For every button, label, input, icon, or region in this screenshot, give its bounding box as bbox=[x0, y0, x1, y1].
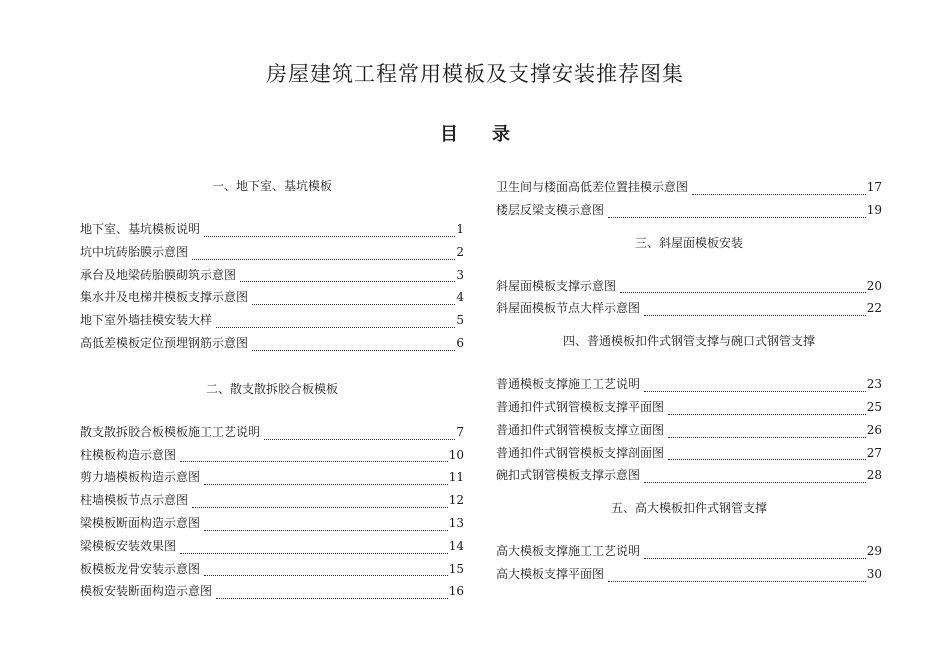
toc-right-column bbox=[496, 176, 882, 586]
toc-entry-page-number: 30 bbox=[866, 566, 882, 581]
toc-entry[interactable] bbox=[496, 563, 882, 586]
toc-entry[interactable] bbox=[80, 421, 464, 444]
toc-entry-page-number: 16 bbox=[448, 584, 464, 599]
toc-entry-label: 斜屋面模板支撑示意图 bbox=[496, 278, 617, 293]
dot-leader bbox=[668, 458, 866, 460]
section-heading: 三、斜屋面模板安装 bbox=[634, 235, 743, 250]
toc-entry-page-number: 17 bbox=[866, 180, 882, 194]
toc-entry-label: 承台及地梁砖胎膜砌筑示意图 bbox=[80, 267, 237, 282]
toc-entry-label: 地下室外墙挂模安装大样 bbox=[80, 313, 213, 328]
dot-leader bbox=[192, 506, 448, 508]
toc-entry-label: 集水井及电梯井模板支撑示意图 bbox=[80, 290, 249, 305]
dot-leader bbox=[644, 481, 866, 483]
dot-leader bbox=[252, 303, 455, 305]
toc-entry-page-number: 11 bbox=[448, 470, 464, 485]
toc-entry[interactable] bbox=[80, 218, 464, 241]
dot-leader bbox=[240, 280, 455, 282]
toc-entry-page-number: 26 bbox=[866, 422, 882, 437]
dot-leader bbox=[644, 314, 866, 316]
toc-entry-label: 柱模板构造示意图 bbox=[80, 447, 177, 462]
toc-entry-page-number: 14 bbox=[448, 538, 464, 553]
dot-leader bbox=[668, 413, 866, 415]
toc-entry-label: 普通模板支撑施工工艺说明 bbox=[496, 377, 641, 392]
toc-entry-label: 普通扣件式钢管模板支撑剖面图 bbox=[496, 445, 665, 460]
dot-leader bbox=[204, 529, 448, 531]
dot-leader bbox=[180, 552, 448, 554]
dot-leader bbox=[692, 193, 866, 195]
toc-entry[interactable] bbox=[80, 241, 464, 264]
dot-leader bbox=[216, 597, 448, 599]
section-heading: 四、普通模板扣件式钢管支撑与碗口式钢管支撑 bbox=[562, 334, 815, 349]
toc-entry-label: 普通扣件式钢管模板支撑立面图 bbox=[496, 422, 665, 437]
dot-leader bbox=[204, 574, 448, 576]
toc-entry-label: 梁模板断面构造示意图 bbox=[80, 515, 201, 530]
toc-entry[interactable] bbox=[80, 309, 464, 332]
toc-entry[interactable] bbox=[80, 489, 464, 512]
toc-entry-page-number: 2 bbox=[456, 244, 464, 259]
toc-entry[interactable] bbox=[496, 419, 882, 442]
toc-entry-page-number: 25 bbox=[866, 399, 882, 414]
toc-entry[interactable] bbox=[496, 396, 882, 419]
toc-entry[interactable] bbox=[80, 444, 464, 467]
toc-entry[interactable] bbox=[496, 442, 882, 465]
toc-entry-page-number: 13 bbox=[448, 515, 464, 530]
toc-entry-label: 模板安装断面构造示意图 bbox=[80, 584, 213, 599]
toc-entry-page-number: 20 bbox=[866, 278, 882, 293]
toc-entry-label: 卫生间与楼面高低差位置挂模示意图 bbox=[496, 180, 689, 194]
toc-entry-page-number: 22 bbox=[866, 301, 882, 316]
toc-entry-page-number: 29 bbox=[866, 544, 882, 559]
dot-leader bbox=[644, 557, 866, 559]
toc-entry-label: 斜屋面模板节点大样示意图 bbox=[496, 301, 641, 316]
toc-entry[interactable] bbox=[496, 297, 882, 320]
toc-entry[interactable] bbox=[496, 540, 882, 563]
toc-entry[interactable] bbox=[496, 199, 882, 222]
dot-leader bbox=[264, 438, 455, 440]
toc-entry[interactable] bbox=[80, 264, 464, 287]
toc-entry-page-number: 3 bbox=[456, 267, 464, 282]
toc-entry-label: 地下室、基坑模板说明 bbox=[80, 222, 201, 236]
toc-entry[interactable] bbox=[80, 512, 464, 535]
toc-entry-label: 高大模板支撑施工工艺说明 bbox=[496, 544, 641, 559]
dot-leader bbox=[204, 483, 448, 485]
toc-entry[interactable] bbox=[496, 275, 882, 298]
toc-entry[interactable] bbox=[80, 286, 464, 309]
toc-entry[interactable] bbox=[496, 464, 882, 487]
section-heading: 一、地下室、基坑模板 bbox=[211, 179, 332, 193]
toc-entry-page-number: 5 bbox=[456, 313, 464, 328]
document-title: 房屋建筑工程常用模板及支撑安装推荐图集 bbox=[266, 62, 684, 86]
toc-entry[interactable] bbox=[80, 558, 464, 581]
toc-entry-label: 碗扣式钢管模板支撑示意图 bbox=[496, 468, 641, 483]
dot-leader bbox=[608, 216, 866, 218]
toc-entry-label: 高低差模板定位预埋钢筋示意图 bbox=[80, 335, 249, 350]
toc-heading-char-2: 录 bbox=[492, 124, 510, 145]
toc-heading-char-1: 目 bbox=[440, 124, 458, 145]
toc-heading bbox=[0, 120, 950, 146]
dot-leader bbox=[620, 291, 866, 293]
toc-entry-label: 柱墙模板节点示意图 bbox=[80, 493, 189, 508]
section-heading: 五、高大模板扣件式钢管支撑 bbox=[610, 501, 767, 516]
toc-entry-page-number: 4 bbox=[456, 290, 464, 305]
dot-leader bbox=[216, 326, 455, 328]
toc-entry-label: 楼层反梁支模示意图 bbox=[496, 202, 605, 217]
toc-entry-page-number: 19 bbox=[866, 202, 882, 217]
toc-entry-label: 普通扣件式钢管模板支撑平面图 bbox=[496, 399, 665, 414]
toc-left-column bbox=[80, 176, 464, 603]
toc-entry-page-number: 23 bbox=[866, 377, 882, 392]
toc-entry-label: 板模板龙骨安装示意图 bbox=[80, 561, 201, 576]
dot-leader bbox=[180, 460, 448, 462]
dot-leader bbox=[192, 258, 455, 260]
dot-leader bbox=[644, 390, 866, 392]
toc-entry-page-number: 12 bbox=[448, 493, 464, 508]
toc-entry-page-number: 15 bbox=[448, 561, 464, 576]
toc-entry-page-number: 7 bbox=[456, 424, 464, 439]
toc-entry-page-number: 28 bbox=[866, 468, 882, 483]
toc-entry-page-number: 1 bbox=[456, 222, 464, 236]
dot-leader bbox=[252, 349, 455, 351]
toc-entry-page-number: 10 bbox=[448, 447, 464, 462]
toc-entry-page-number: 27 bbox=[866, 445, 882, 460]
dot-leader bbox=[608, 580, 866, 582]
toc-entry[interactable] bbox=[496, 373, 882, 396]
toc-entry[interactable] bbox=[80, 535, 464, 558]
toc-entry[interactable] bbox=[80, 332, 464, 355]
toc-entry[interactable] bbox=[496, 176, 882, 199]
toc-entry-label: 剪力墙模板构造示意图 bbox=[80, 470, 201, 485]
toc-entry-page-number: 6 bbox=[456, 335, 464, 350]
toc-entry-label: 坑中坑砖胎膜示意图 bbox=[80, 244, 189, 259]
toc-entry-label: 散支散拆胶合板模板施工工艺说明 bbox=[80, 424, 261, 439]
dot-leader bbox=[668, 436, 866, 438]
dot-leader bbox=[204, 235, 455, 237]
section-heading: 二、散支散拆胶合板模板 bbox=[205, 381, 338, 396]
toc-entry-label: 梁模板安装效果图 bbox=[80, 538, 177, 553]
toc-entry-label: 高大模板支撑平面图 bbox=[496, 566, 605, 581]
toc-entry[interactable] bbox=[80, 580, 464, 603]
toc-entry[interactable] bbox=[80, 466, 464, 489]
